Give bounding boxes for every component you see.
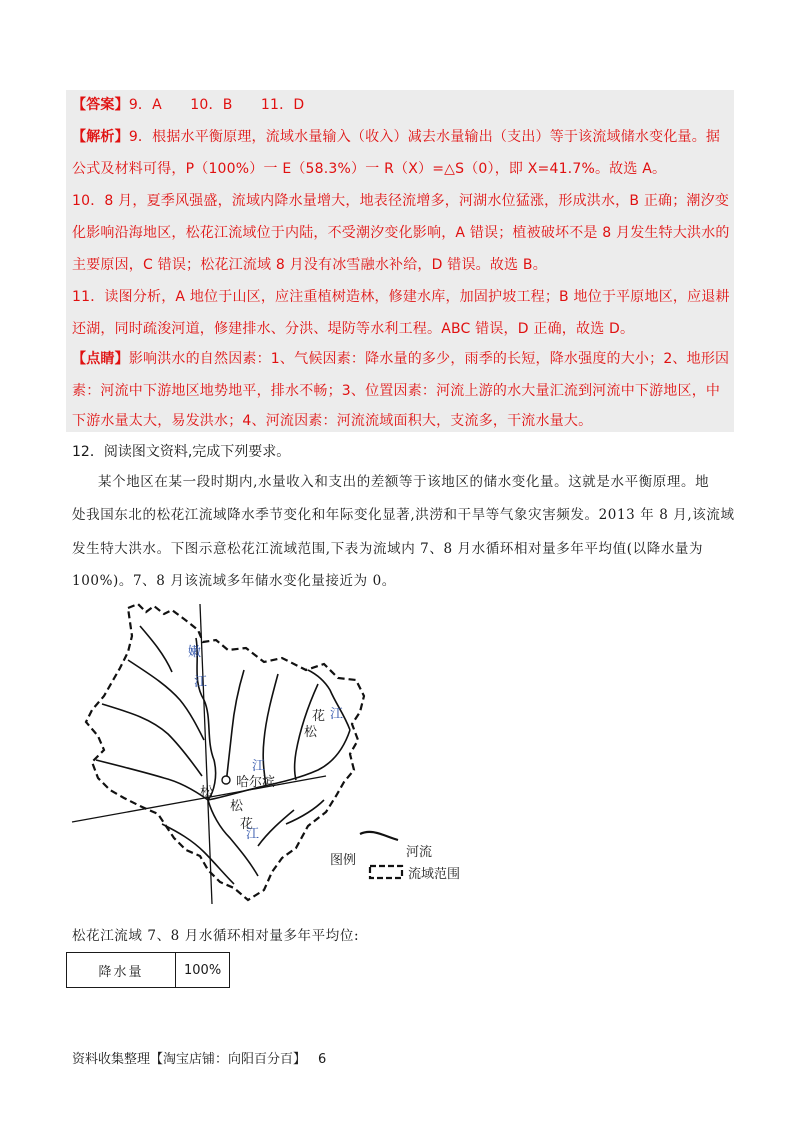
map-label-jiang-3: 江	[252, 759, 266, 774]
map-label-song-1: 松	[304, 725, 318, 740]
map-label-song-3: 松	[230, 799, 244, 814]
page-footer	[72, 1048, 326, 1067]
legend-title: 图例	[330, 853, 357, 868]
map-label-song-2: 松	[200, 785, 214, 800]
analysis-line-1: 【解析】9．根据水平衡原理，流域水量输入（收入）减去水量输出（支出）等于该流域储水变化量。据	[72, 129, 721, 145]
key-point-line-3: 下游水量太大，易发洪水；4、河流因素：河流流域面积大，支流多，干流水量大。	[72, 413, 593, 429]
question-paragraph-line-1: 某个地区在某一段时期内,水量收入和支出的差额等于该地区的储水变化量。这就是水平衡原理。地	[98, 474, 710, 490]
legend-basin-label: 流域范围	[408, 867, 461, 882]
map-legend	[330, 832, 460, 882]
analysis-line-5: 主要原因，C 错误；松花江流域 8 月没有冰雪融水补给，D 错误。故选 B。	[72, 257, 547, 273]
page-number: 6	[318, 1052, 327, 1067]
map-label-harbin: 哈尔滨	[236, 775, 276, 790]
songhua-basin-map	[68, 600, 488, 906]
question-title: 12．阅读图文资料,完成下列要求。	[72, 444, 291, 460]
river-network	[96, 626, 350, 884]
analysis-line-6: 11．读图分析，A 地位于山区，应注重植树造林，修建水库，加固护坡工程；B 地位于平原地区，应退耕	[72, 289, 730, 305]
map-label-nen: 嫩	[188, 645, 202, 660]
map-label-jiang-1: 江	[194, 675, 208, 690]
table-header-precipitation: 降水量	[67, 953, 176, 988]
legend-basin-symbol	[370, 866, 402, 878]
footer-source: 资料收集整理【淘宝店铺：向阳百分百】	[72, 1052, 307, 1067]
analysis-line-4: 化影响沿海地区，松花江流域位于内陆，不受潮汐变化影响，A 错误；植被破坏不是 8 月发生特大洪水的	[72, 225, 730, 241]
legend-river-label: 河流	[406, 845, 433, 860]
question-paragraph-line-2: 处我国东北的松花江流域降水季节变化和年际变化显著,洪涝和干旱等气象灾害频发。2013 年 8 月,该流域	[72, 507, 735, 523]
answer-line-1: 【答案】9．A 10．B 11．D	[72, 97, 305, 113]
question-paragraph-line-4: 100%)。7、8 月该流域多年储水变化量接近为 0。	[72, 573, 396, 589]
legend-river-symbol	[360, 832, 398, 840]
map-label-hua: 花	[312, 709, 326, 724]
map-label-jiang-2: 江	[330, 707, 344, 722]
analysis-line-3: 10．8 月，夏季风强盛，流域内降水量增大，地表径流增多，河湖水位猛涨，形成洪水，B 正确；潮汐变	[72, 193, 730, 209]
map-label-jiang-4: 江	[246, 827, 260, 842]
key-point-line-2: 素：河流中下游地区地势地平，排水不畅；3、位置因素：河流上游的水大量汇流到河流中下游地区，中	[72, 383, 721, 399]
map-label-hua-2: 花	[240, 817, 254, 832]
analysis-line-7: 还湖，同时疏浚河道，修建排水、分洪、堤防等水利工程。ABC 错误，D 正确，故选 D。	[72, 321, 635, 337]
analysis-line-2: 公式及材料可得，P（100%）一 E（58.3%）一 R（X）=△S（0），即 X=41.7%。故选 A。	[72, 161, 667, 177]
water-cycle-table	[66, 952, 230, 988]
key-point-line-1: 【点睛】影响洪水的自然因素：1、气候因素：降水量的多少，雨季的长短，降水强度的大小；2、地形因	[72, 351, 730, 367]
harbin-marker	[222, 776, 230, 784]
basin-boundary	[86, 604, 364, 900]
table-row	[67, 953, 230, 988]
table-value-precipitation: 100%	[176, 953, 230, 988]
table-caption: 松花江流域 7、8 月水循环相对量多年平均位:	[72, 928, 360, 944]
question-paragraph-line-3: 发生特大洪水。下图示意松花江流域范围,下表为流域内 7、8 月水循环相对量多年平均值(以降水量为	[72, 541, 704, 557]
